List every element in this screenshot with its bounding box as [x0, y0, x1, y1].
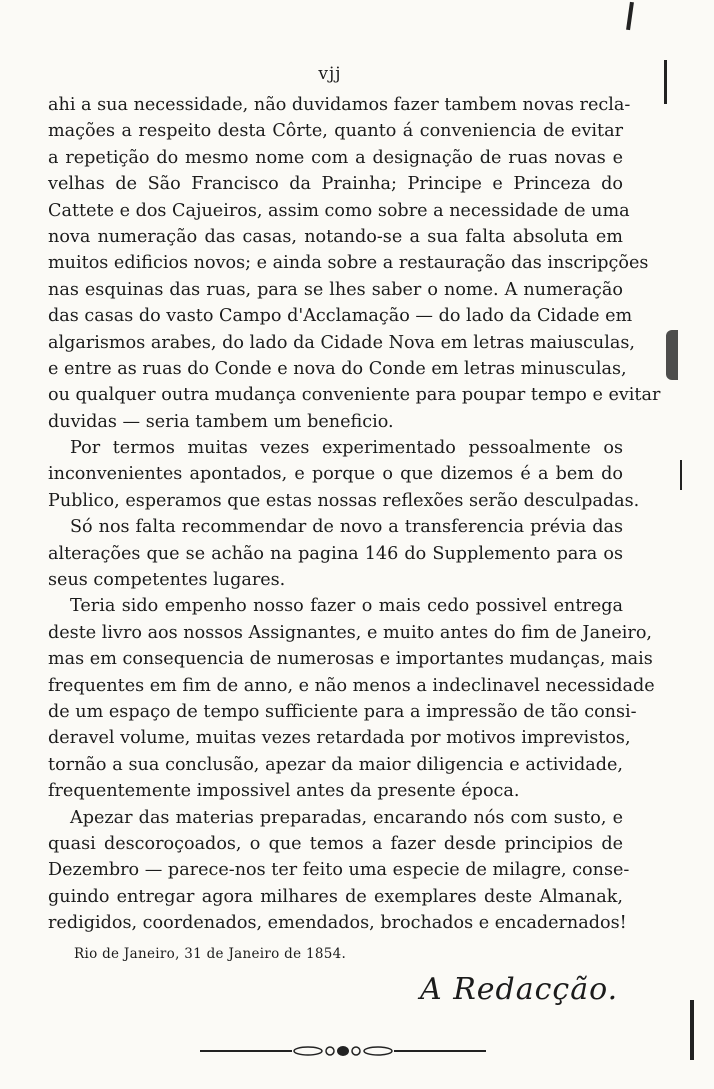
- text-line: Dezembro — parece-nos ter feito uma especie de milagre, conse-: [48, 860, 630, 881]
- text-line: Por termos muitas vezes experimentado pessoalmente os: [70, 438, 623, 459]
- text-line: ou qualquer outra mudança conveniente para poupar tempo e evitar: [48, 385, 661, 406]
- text-line: mações a respeito desta Côrte, quanto á conveniencia de evitar: [48, 121, 623, 142]
- text-line: de um espaço de tempo sufficiente para a impressão de tão consi-: [48, 701, 637, 722]
- text-line: frequentemente impossivel antes da presente época.: [48, 781, 520, 802]
- text-line: deravel volume, muitas vezes retardada por motivos imprevistos,: [48, 728, 631, 749]
- page-number: vjj: [318, 64, 342, 84]
- text-line: nova numeração das casas, notando-se a sua falta absoluta em: [48, 226, 623, 247]
- margin-mark: [666, 330, 678, 380]
- dateline: Rio de Janeiro, 31 de Janeiro de 1854.: [74, 946, 347, 962]
- text-line: Cattete e dos Cajueiros, assim como sobre a necessidade de uma: [48, 200, 630, 221]
- text-line: algarismos arabes, do lado da Cidade Nova em letras maiusculas,: [48, 332, 635, 353]
- text-line: das casas do vasto Campo d'Acclamação — do lado da Cidade em: [48, 306, 633, 327]
- body-text: [48, 92, 661, 937]
- text-line: guindo entregar agora milhares de exemplares deste Almanak,: [48, 886, 623, 907]
- text-line: redigidos, coordenados, emendados, brochados e encadernados!: [48, 913, 627, 934]
- ornament-rule: [200, 1042, 486, 1060]
- text-line: e entre as ruas do Conde e nova do Conde em letras minusculas,: [48, 358, 627, 379]
- text-line: inconvenientes apontados, e porque o que dizemos é a bem do: [48, 464, 623, 485]
- text-line: mas em consequencia de numerosas e importantes mudanças, mais: [48, 649, 653, 670]
- text-line: Apezar das materias preparadas, encarando nós com susto, e: [70, 807, 623, 828]
- text-line: tornão a sua conclusão, apezar da maior diligencia e actividade,: [48, 754, 623, 775]
- text-line: nas esquinas das ruas, para se lhes saber o nome. A numeração: [48, 279, 623, 300]
- text-line: Publico, esperamos que estas nossas reflexões serão desculpadas.: [48, 490, 640, 511]
- text-line: Só nos falta recommendar de novo a transferencia prévia das: [70, 517, 623, 538]
- margin-mark: [680, 460, 682, 490]
- text-line: muitos edificios novos; e ainda sobre a restauração das inscripções: [48, 253, 649, 274]
- margin-mark: [664, 60, 667, 104]
- text-line: Teria sido empenho nosso fazer o mais cedo possivel entrega: [70, 596, 623, 617]
- text-line: deste livro aos nossos Assignantes, e muito antes do fim de Janeiro,: [48, 622, 653, 643]
- text-line: velhas de São Francisco da Prainha; Principe e Princeza do: [48, 174, 623, 195]
- text-line: a repetição do mesmo nome com a designação de ruas novas e: [48, 147, 623, 168]
- text-line: alterações que se achão na pagina 146 do Supplemento para os: [48, 543, 623, 564]
- margin-mark: [690, 1000, 694, 1060]
- text-line: seus competentes lugares.: [48, 570, 286, 591]
- margin-mark: [626, 2, 634, 30]
- text-line: quasi descoroçoados, o que temos a fazer desde principios de: [48, 833, 623, 854]
- text-line: duvidas — seria tambem um beneficio.: [48, 411, 394, 432]
- text-line: frequentes em fim de anno, e não menos a indeclinavel necessidade: [48, 675, 655, 696]
- text-line: ahi a sua necessidade, não duvidamos fazer tambem novas recla-: [48, 95, 631, 115]
- signature: A Redacção.: [420, 972, 619, 1007]
